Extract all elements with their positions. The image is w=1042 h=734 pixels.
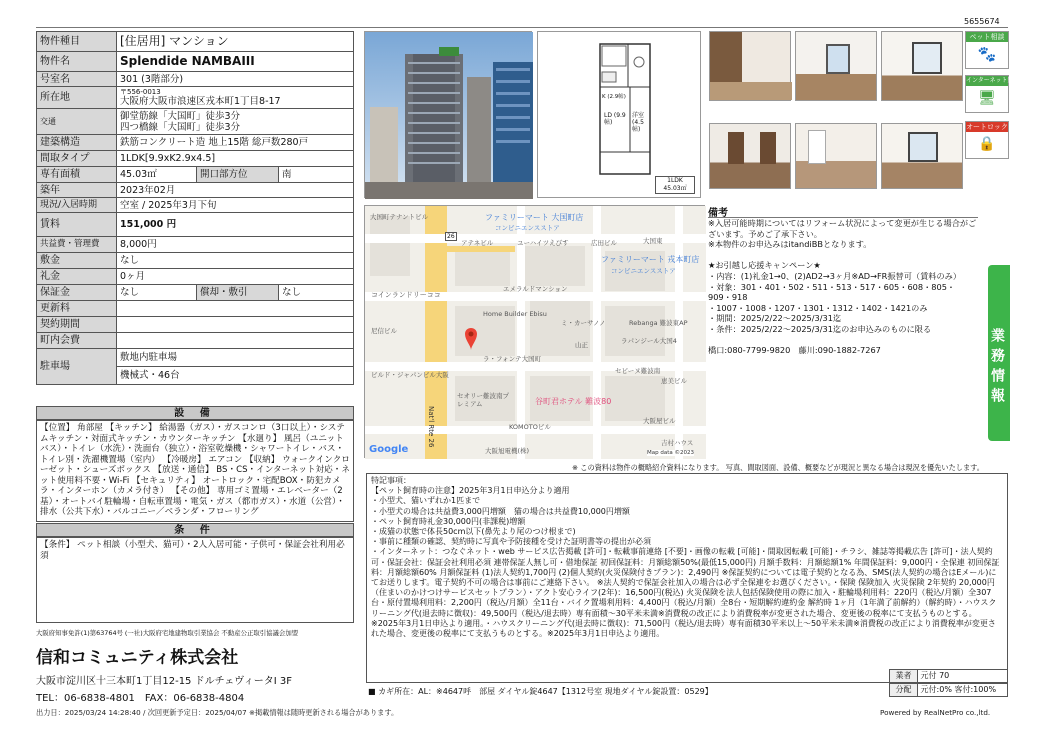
row-label: 礼金 [37, 269, 117, 285]
row-value [117, 317, 354, 333]
badge-internet [965, 75, 1020, 113]
map[interactable] [364, 205, 705, 458]
row-value: 南 [279, 167, 354, 183]
table-row [37, 317, 354, 333]
interior-photo-3 [881, 31, 963, 101]
row-label: 間取タイプ [37, 151, 117, 167]
map-label: 大国町テナントビル [370, 213, 429, 221]
row-label: 保証金 [37, 285, 117, 301]
map-label: ファミリーマート 大国町店 [485, 213, 584, 222]
agent-box [889, 669, 1008, 683]
map-label: ラパンジール大国4 [621, 337, 677, 345]
agent-value: 元付 70 [920, 671, 950, 680]
parking-line-2: 機械式・46台 [120, 370, 180, 381]
row-value: なし [117, 253, 354, 269]
special-notes: 特記事項： 【ペット飼育時の注意】2025年3月1日申込分より適用 ・小型犬、猫いずれか1匹まで ・小型犬の場合は共益費3,000円増額 猫の場合は共益費10,000円増額 ・ペット飼育時礼金30,000円(非課税)増額 ・成猫の状態で体長50cm以下(鼻先より尾のつけ根まで) ・事前に種類の確認、契約時に写真や予防接種を受けた証明書等の提出が必須 ・インターネット：つなぐネット・web サービス広告掲載 [許可]・転載事前連絡 [不要]・画像の転載 [可能]・間取図転載 [可能]・チラシ、雑誌等掲載広告 [許可]・法人契約可・保証会社：保証会社利用必須 連帯保証人無し可・借地保証 初回保証料：月額総額50%(最低15,000円) 月額手数料：月額総額1% 年間保証料：9,000円・全保連 初回保証料：月額総額60% 月額保証料 (1)法人契約1,700円 (2)個人契約(火災保険付きプラン)：2,490円 ※保証契約については電子契約となる為、SMS(法人契約の場合はEメール)にてお送りします。電子契約不可の場合は事前にご連絡下さい。 ※法人契約で保証会社加入の場合は必ず全保連をお選びください。・保険 保険加入 火災保険 2年契約 20,000円（住まいのかけつけサービスセットプラン）・アクト安心ライフ(2年)：16,500円(税込) 火災保険を法人包括保険使用の際に加入・駐輪場利用料：220円（税込/月額）全307台・原付置場利用料：2,200円（税込/月額）全11台・バイク置場利用料：4,400円（税込/月額）全8台・短期解約違約金 解約時 1ヶ月（1年満了前解約）（解約時）・ハウスクリーニング代(退去時に徴収)：49,500円（税込/退去時）専有面積〜30平米未満※消費税の改正により消費税率が変更された場合、変更後の税率にて支払うものとする。※2025年3月1日申込より適用。・ハウスクリーニング代(退去時に徴収)：71,500円（税込/退去時）専有面積30平米以上〜50平米未満※消費税の改正により消費税率が変更された場合、変更後の税率にて支払うものとする。※2025年3月1日申込より適用。 [366, 473, 1008, 683]
row-value: 1LDK[9.9xK2.9x4.5] [117, 151, 354, 167]
row-value: なし [117, 285, 197, 301]
map-label: KOMOTOビル [509, 423, 551, 431]
map-label: ファミリーマート 戎本町店 [601, 255, 700, 264]
row-label: 号室名 [37, 72, 117, 87]
map-note: ※ この資料は物件の概略紹介資料になります。 写真、間取図面、設備、概要などが現況と異なる場合は現況を優先いたします。 [572, 463, 984, 472]
map-label: 恵美ビル [661, 377, 687, 385]
map-label: 尼信ビル [371, 327, 397, 335]
company-tel: TEL：06-6838-4801 FAX：06-6838-4804 [36, 693, 245, 704]
badge-autolock [965, 121, 1009, 159]
table-row [37, 87, 354, 109]
map-label: ビルド・ジャパンビル大阪 [371, 371, 449, 379]
map-label: 大阪旭電機(株) [485, 447, 530, 455]
row-value: 301 (3階部分) [117, 72, 354, 87]
table-row [37, 253, 354, 269]
map-label: Nat'l Rte 26 [427, 406, 435, 448]
map-label: 谷町君ホテル 難波80 [535, 397, 612, 406]
postal-code: 〒556-0013 [120, 88, 161, 96]
row-label: 契約期間 [37, 317, 117, 333]
badge-autolock-label: オートロック [966, 123, 1008, 131]
badge-pet-label: ペット相談 [966, 32, 1008, 42]
floorplan-label-box [655, 176, 695, 194]
row-label: 共益費・管理費 [37, 237, 117, 253]
floorplan [537, 31, 701, 198]
row-value: 空室 / 2025年3月下旬 [117, 198, 354, 213]
map-label: コンビニエンスストア [495, 224, 560, 232]
map-label: 吉村ハウス [661, 439, 694, 447]
row-label: 所在地 [37, 87, 117, 109]
row-value: なし [279, 285, 354, 301]
map-label: ラ・フォンテ大国町 [483, 355, 542, 363]
map-label: 大阪屋ビル [643, 417, 676, 425]
facilities-header: 設 備 [36, 406, 354, 420]
floorplan-room-western: 洋室 (4.5帖) [632, 112, 645, 133]
map-label: ミ・カーサノノ [561, 319, 606, 327]
google-logo: Google [369, 444, 409, 455]
row-value: 0ヶ月 [117, 269, 354, 285]
table-row [37, 109, 354, 135]
table-row [37, 135, 354, 151]
map-label: エメラルドマンション [503, 285, 568, 293]
map-label: コインランドリーココ [371, 291, 441, 299]
table-row [37, 72, 354, 87]
table-row [37, 52, 354, 72]
map-label: セピーヌ難波南 [615, 367, 661, 375]
table-row [37, 183, 354, 198]
row-label: 開口部方位 [197, 167, 279, 183]
row-label: 敷金 [37, 253, 117, 269]
document-id: 5655674 [964, 17, 1000, 26]
remarks-text: ※入居可能時期についてはリフォーム状況によって変更が生じる場合がございます。予めご了承下さい。 ※本物件のお申込みはitandiBBとなります。 ★お引越し応援キャンペーン★ ・内容：(1)礼金1→0、(2)AD2→3ヶ月※AD→FR振替可（賃料のみ） ・対象：301・401・502・511・513・517・605・608・805・909・918 ・1007・1008・1207・1301・1312・1402・1421のみ ・期間：2025/2/22〜2025/3/31迄 ・条件：2025/2/22〜2025/3/31迄のお申込みのものに限る 橋口:080-7799-9820 藤川:090-1882-7267 [708, 218, 977, 356]
table-row [37, 151, 354, 167]
map-label: Home Builder Ebisu [483, 310, 547, 318]
row-value: 鉄筋コンクリート造 地上15階 総戸数280戸 [117, 135, 354, 151]
interior-photo-2 [795, 31, 877, 101]
paw-icon: 🐾 [977, 45, 997, 63]
property-name: Splendide NAMBAIII [117, 52, 354, 72]
address: 大阪府大阪市浪速区戎本町1丁目8-17 [120, 96, 281, 107]
split-value: 元付:0% 客付:100% [920, 685, 997, 694]
row-label: 町内会費 [37, 333, 117, 349]
row-label: 現況/入居時期 [37, 198, 117, 213]
split-key: 分配 [890, 684, 918, 696]
interior-photo-1 [709, 31, 791, 101]
company-license: 大阪府知事免許(1)第63764号 (一社)大阪府宅地建物取引業協会 不動産公正取引協議会加盟 [36, 629, 299, 637]
split-box [889, 683, 1008, 697]
row-value [117, 333, 354, 349]
row-value [117, 301, 354, 317]
map-label: 山正 [575, 341, 588, 349]
row-value: 2023年02月 [117, 183, 354, 198]
map-label: Rebanga 難波東AP [629, 319, 688, 327]
row-value: 8,000円 [117, 237, 354, 253]
remarks-title: 備考 [708, 208, 728, 219]
table-row [37, 32, 354, 52]
table-row [37, 301, 354, 317]
table-row [37, 237, 354, 253]
row-label: 物件種目 [37, 32, 117, 52]
building-photo [364, 31, 532, 198]
transport-line-1: 御堂筋線「大国町」徒歩3分 [120, 110, 241, 122]
badge-internet-label: インターネット無料 [966, 77, 1020, 84]
property-table [36, 31, 354, 385]
row-label: 専有面積 [37, 167, 117, 183]
rent-value: 151,000 円 [117, 213, 354, 237]
table-row [37, 349, 354, 385]
conditions-text: 【条件】 ペット相談（小型犬、猫可）・2人入居可能・子供可・保証会社利用必須 [36, 537, 354, 623]
company-address: 大阪市淀川区十三本町1丁目12-15 ドルチェヴィータⅠ 3F [36, 676, 292, 687]
row-label: 建築構造 [37, 135, 117, 151]
row-label: 駐車場 [37, 349, 117, 385]
interior-photo-5 [795, 123, 877, 189]
agent-key: 業者 [890, 670, 918, 682]
business-info-tab[interactable]: 業務情報 [988, 265, 1010, 441]
map-label: アテネビル [461, 239, 494, 247]
map-label: ユーハイツえびす [517, 239, 569, 247]
company-name: 信和コミュニティ株式会社 [36, 648, 239, 668]
footer-right: Powered by RealNetPro co.,ltd. [880, 708, 991, 717]
lock-icon: 🔒 [978, 136, 996, 152]
company-block [36, 628, 364, 706]
floorplan-room-ld: LD (9.9帖) [604, 112, 626, 126]
row-label: 築年 [37, 183, 117, 198]
row-value: [住居用] マンション [117, 32, 354, 52]
interior-photo-6 [881, 123, 963, 189]
conditions-header: 条 件 [36, 523, 354, 537]
map-label: コンビニエンスストア [611, 267, 676, 275]
floorplan-area: 45.03㎡ [663, 185, 687, 192]
table-row [37, 198, 354, 213]
table-row [37, 213, 354, 237]
table-row [37, 269, 354, 285]
top-rule [36, 27, 1008, 28]
row-label: 更新料 [37, 301, 117, 317]
table-row [37, 167, 354, 183]
table-row [37, 333, 354, 349]
map-attribution: Map data ©2023 [647, 450, 694, 456]
map-label: 広田ビル [591, 239, 617, 247]
row-label: 交通 [37, 109, 117, 135]
transport-line-2: 四つ橋線「大国町」徒歩3分 [120, 121, 241, 133]
map-label: セオリー難波南プレミアム [457, 392, 509, 408]
row-label: 償却・敷引 [197, 285, 279, 301]
map-label: 大国東 [643, 237, 663, 245]
row-value: 45.03㎡ [117, 167, 197, 183]
floorplan-room-kitchen: K (2.9帖) [602, 94, 626, 100]
row-label: 賃料 [37, 213, 117, 237]
badge-pet [965, 31, 1009, 69]
road-number-badge: 26 [447, 233, 455, 240]
parking-line-1: 敷地内駐車場 [117, 349, 353, 367]
footer-left: 出力日：2025/03/24 14:28:40 / 次回更新予定日：2025/04/07 ※掲載情報は随時更新される場合があります。 [36, 708, 399, 717]
row-label: 物件名 [37, 52, 117, 72]
facilities-text: 【位置】 角部屋 【キッチン】 給湯器（ガス）・ガスコンロ（3口以上）・システムキッチン・対面式キッチン・カウンターキッチン 【水廻り】 風呂（ユニットバス）・トイレ（水洗）・洗面台（独立）・浴室乾燥機・シャワートイレ・バス・トイレ別・洗濯機置場（室内） 【冷暖房】 エアコン 【収納】 ウォークインクローゼット・シューズボックス 【放送・通信】 BS・CS・インターネット対応・ネット使用料不要・Wi-Fi 【セキュリティ】 オートロック・宅配BOX・防犯カメラ・インターホン（カメラ付き） 【その他】 専用ゴミ置場・エレベーター（2基）・オートバイ駐輪場・自転車置場・電気・ガス（都市ガス）・水道（公営）・排水（公共下水）・バルコニー／ベランダ・フローリング [36, 420, 354, 522]
key-location: ■ カギ所在：AL：※4647呼 部屋 ダイヤル錠4647【1312号室 現地ダイヤル錠設置：0529】 [368, 687, 713, 696]
table-row [37, 285, 354, 301]
floorplan-type: 1LDK [667, 177, 683, 184]
interior-photo-4 [709, 123, 791, 189]
computer-icon: 🖥 [978, 90, 996, 106]
